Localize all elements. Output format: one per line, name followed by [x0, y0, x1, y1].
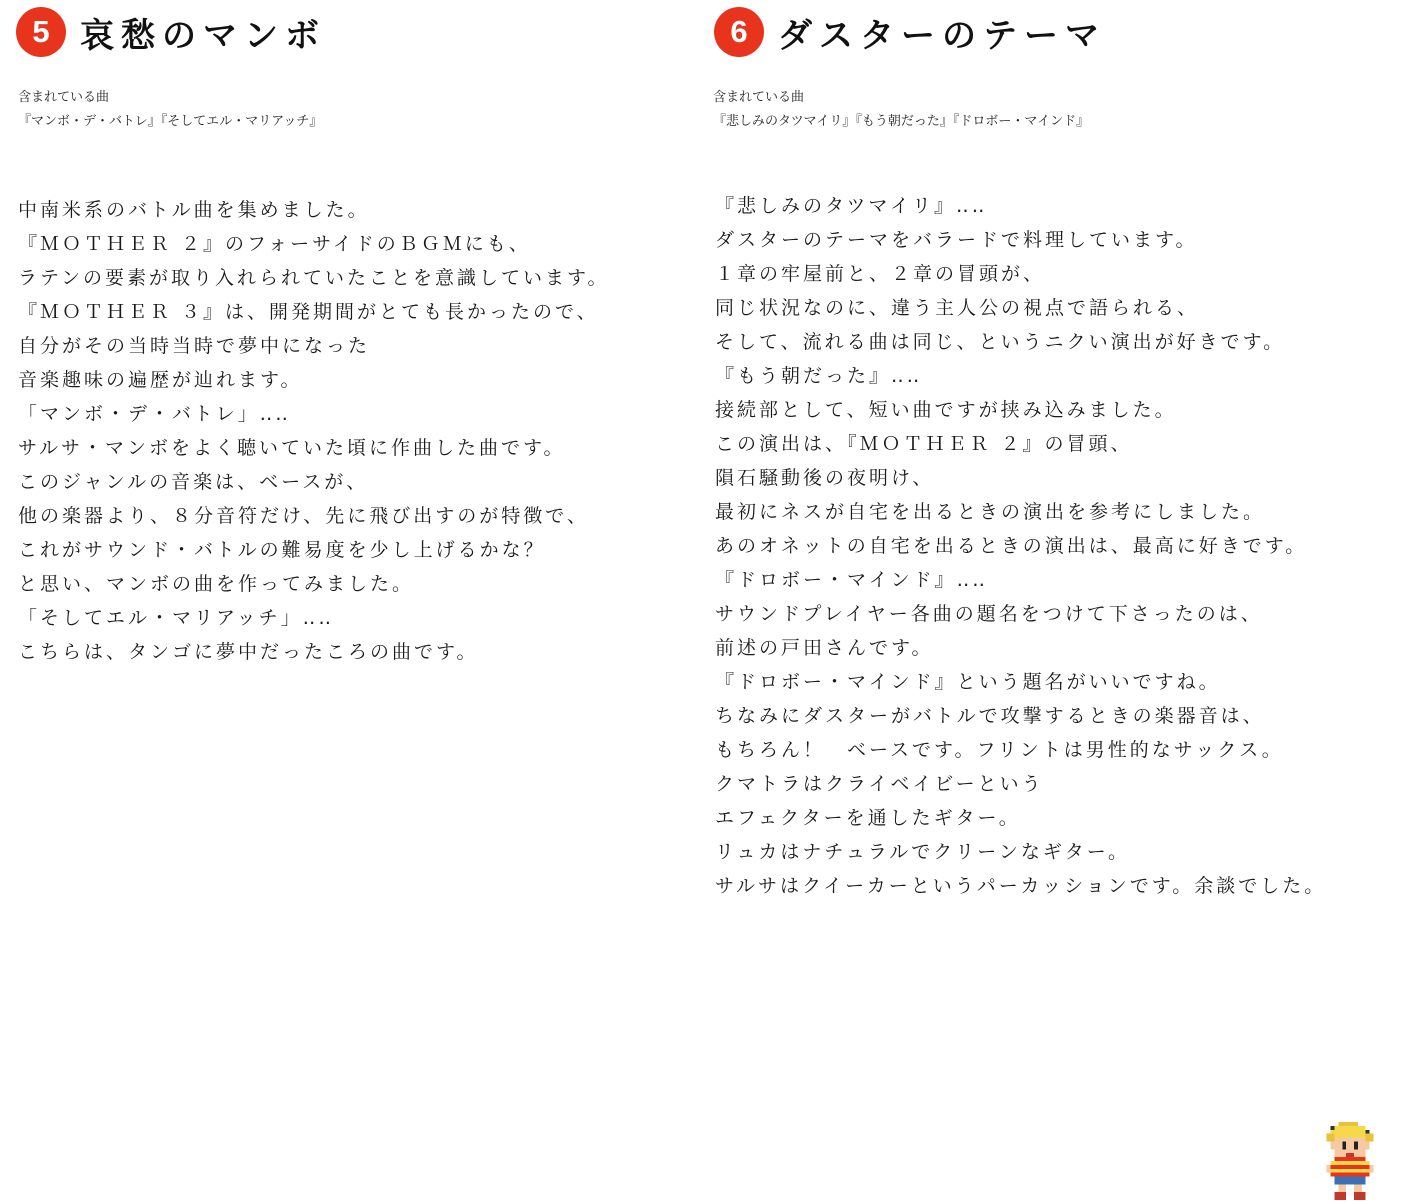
body-line: 音楽趣味の遍歴が辿れます。 — [18, 369, 303, 391]
body-line: 自分がその当時当時で夢中になった — [18, 335, 371, 357]
body-line: こちらは、タンゴに夢中だったころの曲です。 — [18, 641, 479, 663]
body-line: このジャンルの音楽は、ベースが、 — [18, 471, 369, 493]
body-line: 『ドロボー・マインド』‥‥ — [715, 569, 988, 591]
section-body-text — [715, 189, 1405, 903]
body-line: この演出は、『ＭＯＴＨＥＲ ２』の冒頭、 — [715, 433, 1133, 455]
body-line: エフェクターを通したギター。 — [715, 807, 1021, 829]
body-line: 中南米系のバトル曲を集めました。 — [18, 199, 370, 221]
body-line: 前述の戸田さんです。 — [715, 637, 934, 659]
body-line: ちなみにダスターがバトルで攻撃するときの楽器音は、 — [715, 705, 1265, 727]
body-line: 同じ状況なのに、違う主人公の視点で語られる、 — [715, 297, 1200, 319]
body-line: 『もう朝だった』‥‥ — [715, 365, 923, 387]
section-number-badge: 6 — [714, 7, 764, 57]
section-header — [16, 8, 326, 56]
included-songs-list: 『悲しみのタツマイリ』『もう朝だった』『ドロボー・マインド』 — [713, 114, 1090, 129]
section-title: ダスターのテーマ — [778, 15, 1106, 56]
body-line: 最初にネスが自宅を出るときの演出を参考にしました。 — [715, 501, 1266, 523]
body-line: 隕石騒動後の夜明け、 — [715, 467, 935, 489]
body-line: ラテンの要素が取り入れられていたことを意識しています。 — [18, 267, 610, 289]
included-songs-label: 含まれている曲 — [18, 90, 110, 105]
body-line: これがサウンド・バトルの難易度を少し上げるかな？ — [18, 539, 546, 561]
body-line: そして、流れる曲は同じ、というニクい演出が好きです。 — [715, 331, 1286, 353]
body-line: と思い、マンボの曲を作ってみました。 — [18, 573, 415, 595]
body-line: クマトラはクライベイビーという — [715, 773, 1044, 795]
included-songs-list: 『マンボ・デ・バトレ』『そしてエル・マリアッチ』 — [18, 114, 323, 129]
body-line: リュカはナチュラルでクリーンなギター。 — [715, 841, 1130, 863]
body-line: 『ＭＯＴＨＥＲ ３』は、開発期間がとても長かったので、 — [18, 301, 599, 323]
included-songs-label: 含まれている曲 — [713, 90, 805, 105]
section-title: 哀愁のマンボ — [80, 15, 326, 56]
body-line: 「マンボ・デ・バトレ」‥‥ — [18, 403, 291, 425]
body-line: 接続部として、短い曲ですが挟み込みました。 — [715, 399, 1177, 421]
body-line: もちろん！ ベースです。フリントは男性的なサックス。 — [715, 739, 1284, 761]
body-line: サウンドプレイヤー各曲の題名をつけて下さったのは、 — [715, 603, 1263, 625]
lucas-sprite-icon — [1322, 1122, 1382, 1200]
body-line: 「そしてエル・マリアッチ」‥‥ — [18, 607, 335, 629]
body-line: 『悲しみのタツマイリ』‥‥ — [715, 195, 988, 217]
included-songs-block — [18, 86, 322, 134]
section-body-text — [18, 193, 698, 669]
body-line: 他の楽器より、８分音符だけ、先に飛び出すのが特徴で、 — [18, 505, 589, 527]
body-line: 『ＭＯＴＨＥＲ ２』のフォーサイドのＢＧＭにも、 — [18, 233, 531, 255]
body-line: 『ドロボー・マインド』という題名がいいですね。 — [715, 671, 1221, 693]
body-line: １章の牢屋前と、２章の冒頭が、 — [715, 263, 1046, 285]
included-songs-block — [713, 86, 1089, 134]
body-line: あのオネットの自宅を出るときの演出は、最高に好きです。 — [715, 535, 1308, 557]
section-number-badge: 5 — [16, 7, 66, 57]
body-line: サルサはクイーカーというパーカッションです。余談でした。 — [715, 875, 1327, 897]
body-line: サルサ・マンボをよく聴いていた頃に作曲した曲です。 — [18, 437, 566, 459]
body-line: ダスターのテーマをバラードで料理しています。 — [715, 229, 1198, 251]
section-header — [714, 8, 1106, 56]
